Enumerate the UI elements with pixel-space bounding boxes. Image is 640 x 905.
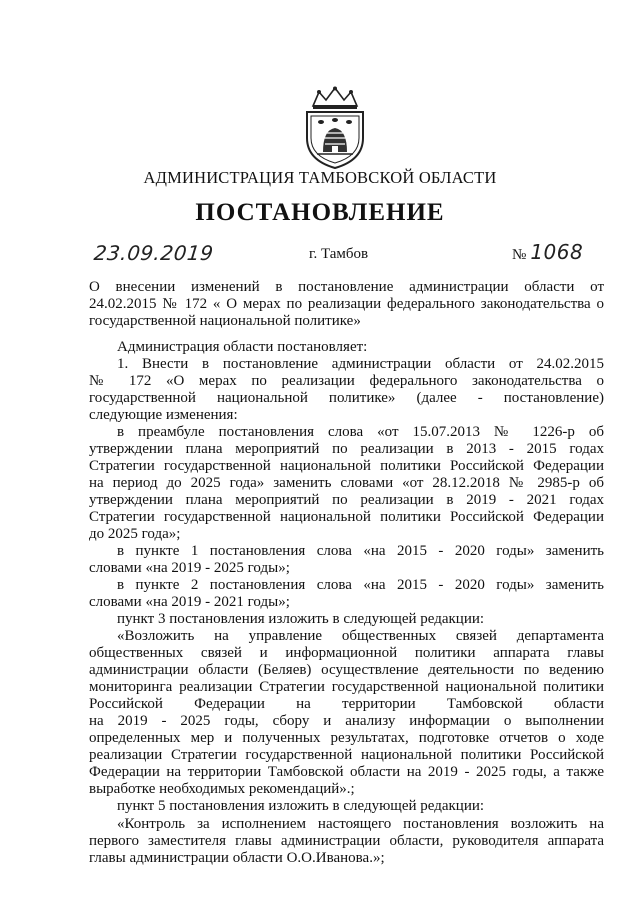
preamble-line: утверждении плана мероприятий по реализации в 2019 - 2021 годах — [89, 492, 604, 509]
tambov-coat-of-arms-icon — [299, 86, 371, 170]
point-3-line: «Возложить на управление общественных связей департамента — [117, 628, 604, 645]
subject-line: государственной национальной политике» — [89, 313, 361, 330]
preamble-line: Стратегии государственной национальной политики Российской Федерации — [89, 509, 604, 526]
item-1 — [89, 356, 604, 424]
item-1-line: государственной национальной политике» (далее - постановление) — [89, 390, 604, 407]
item-1-line: следующие изменения: — [89, 407, 238, 424]
point-3-line: общественных связей и информационной политики аппарата главы — [89, 645, 604, 662]
point-3-line: Российской Федерации на территории Тамбовской области — [89, 696, 604, 713]
point-3-line: выработке необходимых рекомендаций».; — [89, 781, 355, 798]
preamble-line: Стратегии государственной национальной политики Российской Федерации — [89, 458, 604, 475]
point-5-line: главы администрации области О.О.Иванова.»; — [89, 849, 385, 866]
point-5-line: «Контроль за исполнением настоящего постановления возложить на — [117, 815, 604, 832]
number-value: 1068 — [530, 240, 584, 264]
point-2-change — [89, 577, 604, 611]
point-1-line: в пункте 1 постановления слова «на 2015 - 2020 годы» заменить — [117, 543, 604, 560]
point-3-text — [89, 628, 604, 798]
document-type-title: ПОСТАНОВЛЕНИЕ — [195, 199, 445, 226]
document-body — [89, 339, 604, 867]
point-1-change — [89, 543, 604, 577]
preamble-line: утверждении плана мероприятий по реализации в 2013 - 2015 годах — [89, 441, 604, 458]
point-3-line: на 2019 - 2025 годы, сбору и анализу информации о выполнении — [89, 713, 604, 730]
organization-name: АДМИНИСТРАЦИЯ ТАМБОВСКОЙ ОБЛАСТИ — [143, 168, 497, 187]
point-2-line: в пункте 2 постановления слова «на 2015 - 2020 годы» заменить — [117, 577, 604, 594]
point-3-line: мониторинга реализации Стратегии государственной национальной политики — [89, 679, 604, 696]
subject-line: О внесении изменений в постановление администрации области от — [89, 279, 604, 295]
point-3-line: администрации области (Беляев) осуществление деятельности по ведению — [89, 662, 604, 679]
point-2-line: словами «на 2019 - 2021 годы»; — [89, 594, 290, 611]
preamble-line: до 2025 года»; — [89, 526, 181, 543]
preamble-line: в преамбуле постановления слова «от 15.07.2013 № 1226-р об — [117, 424, 604, 441]
point-5-intro: пункт 5 постановления изложить в следующей редакции: — [117, 798, 485, 815]
document-subject — [89, 279, 604, 331]
document-city: г. Тамбов — [309, 246, 369, 262]
preamble-line: на период до 2025 года» заменить словами «от 28.12.2018 № 2985-р об — [89, 475, 604, 492]
point-5-text — [89, 816, 604, 867]
point-3-intro: пункт 3 постановления изложить в следующей редакции: — [117, 611, 485, 628]
point-5-line: первого заместителя главы администрации области, руководителя аппарата — [89, 832, 604, 849]
document-date: 23.09.2019 — [92, 241, 215, 265]
point-1-line: словами «на 2019 - 2025 годы»; — [89, 560, 290, 577]
item-1-line: № 172 «О мерах по реализации федерального законодательства о — [89, 373, 604, 390]
number-label: № — [512, 247, 527, 263]
point-3-line: Федерации на территории Тамбовской области на 2019 - 2025 годы, а также — [89, 764, 604, 781]
point-3-line: определенных мер и полученных результатах, подготовке отчетов о ходе — [89, 730, 604, 747]
body-intro: Администрация области постановляет: — [117, 339, 368, 355]
point-3-line: реализации Стратегии государственной национальной политики Российской — [89, 747, 604, 764]
subject-line: 24.02.2015 № 172 « О мерах по реализации федерального законодательства о — [89, 296, 604, 313]
document-number — [512, 240, 583, 264]
item-1-line: 1. Внести в постановление администрации области от 24.02.2015 — [117, 356, 604, 373]
preamble-change — [89, 424, 604, 543]
